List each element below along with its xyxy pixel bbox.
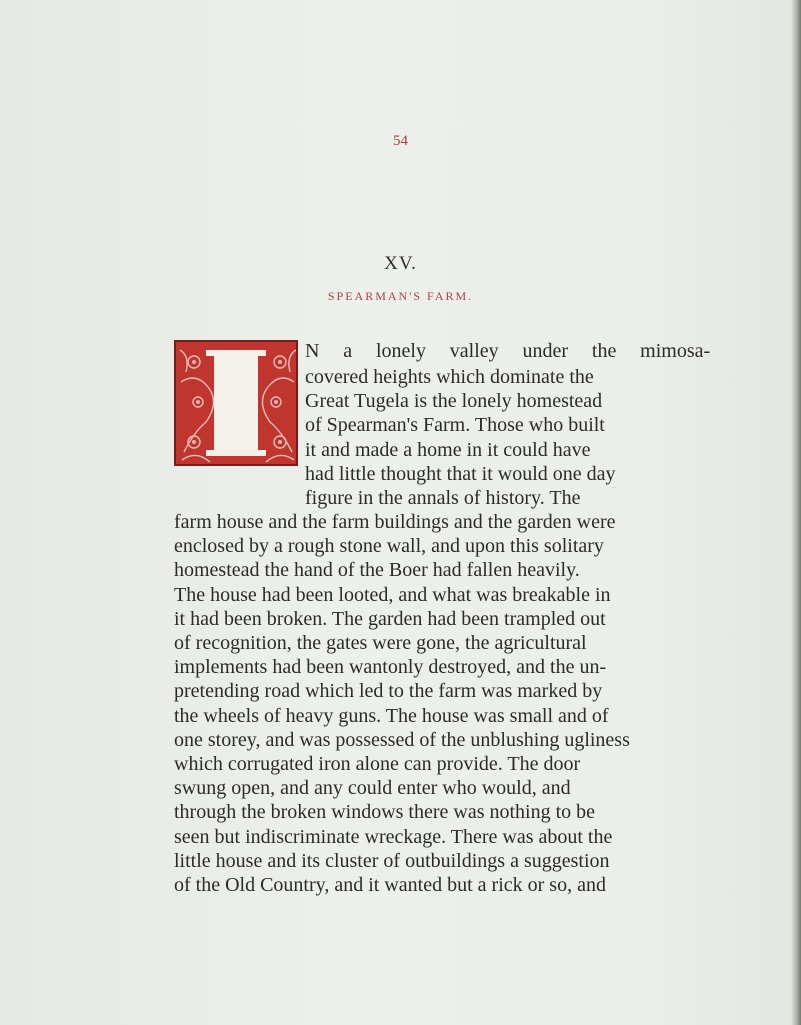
chapter-title: SPEARMAN'S FARM. (327, 289, 474, 303)
text-line: figure in the annals of history. The (305, 487, 581, 509)
text-line: had little thought that it would one day (305, 462, 616, 485)
first-line-text: N a lonely valley under the mimosa- (305, 340, 711, 362)
text-line: through the broken windows there was nothing to be (174, 801, 596, 824)
text-line: of the Old Country, and it wanted but a rick or so, and (174, 874, 606, 896)
text-line: of recognition, the gates were gone, the agricultural (174, 632, 587, 654)
text-line: of Spearman's Farm. Those who built (305, 414, 605, 437)
drop-cap-illumination (174, 340, 298, 466)
text-line: enclosed by a rough stone wall, and upon this solitary (174, 535, 604, 558)
text-line: farm house and the farm buildings and the garden were (174, 511, 616, 533)
text-line: it had been broken. The garden had been trampled out (174, 607, 606, 630)
text-line: the wheels of heavy guns. The house was small and of (174, 704, 609, 727)
drop-cap-letter-i (214, 350, 258, 456)
text-line: which corrugated iron alone can provide. The door (174, 753, 581, 775)
text-line: The house had been looted, and what was breakable in (174, 583, 611, 606)
text-line: little house and its cluster of outbuildings a suggestion (174, 849, 610, 872)
chapter-number: XV. (384, 253, 417, 274)
page-edge-shadow (791, 0, 801, 1025)
page-number: 54 (393, 133, 408, 149)
text-line: homestead the hand of the Boer had fallen heavily. (174, 559, 580, 582)
text-line: it and made a home in it could have (305, 438, 591, 461)
text-line: swung open, and any could enter who would, and (174, 777, 571, 800)
text-line: seen but indiscriminate wreckage. There was about the (174, 825, 613, 848)
text-line: one storey, and was possessed of the unblushing ugliness (174, 728, 630, 751)
text-line: Great Tugela is the lonely homestead (305, 390, 603, 413)
text-line: covered heights which dominate the (305, 366, 594, 388)
text-line: implements had been wantonly destroyed, and the un- (174, 656, 607, 679)
text-line: pretending road which led to the farm was marked by (174, 680, 603, 703)
